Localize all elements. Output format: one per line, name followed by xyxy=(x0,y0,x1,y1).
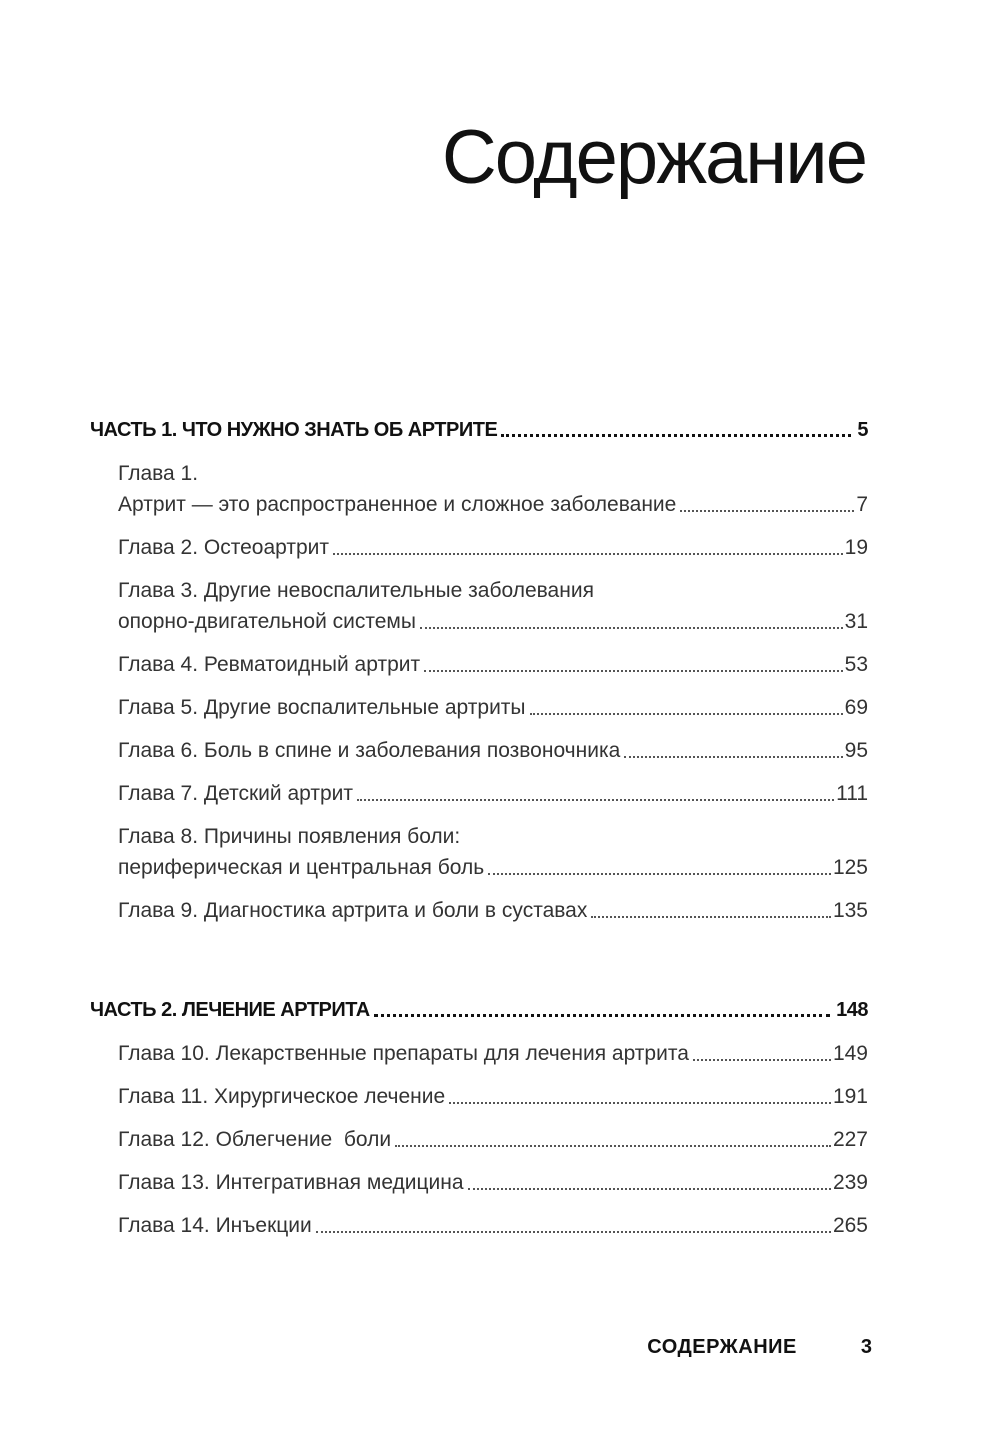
dot-leader xyxy=(530,713,843,715)
chapter-page-number: 227 xyxy=(832,1128,868,1151)
chapter-title: Глава 10. Лекарственные препараты для лечения артрита xyxy=(118,1042,689,1065)
dot-leader xyxy=(316,1231,831,1233)
chapter-heading: Глава 3. Другие невоспалительные заболевания xyxy=(118,579,594,602)
chapter-page-number: 53 xyxy=(844,653,868,676)
chapter-title: Артрит — это распространенное и сложное заболевание xyxy=(118,493,677,516)
chapter-title: Глава 5. Другие воспалительные артриты xyxy=(118,696,526,719)
chapter-title: Глава 6. Боль в спине и заболевания позвоночника xyxy=(118,739,621,762)
chapter-title: Глава 11. Хирургическое лечение xyxy=(118,1085,446,1108)
chapter-title: Глава 7. Детский артрит xyxy=(118,782,354,805)
toc-entry-chapter-2[interactable] xyxy=(118,532,868,563)
chapter-page-number: 265 xyxy=(832,1214,868,1237)
chapter-heading: Глава 8. Причины появления боли: xyxy=(118,825,461,848)
dot-leader xyxy=(591,916,831,918)
page-title: Содержание xyxy=(441,115,866,200)
chapter-page-number: 69 xyxy=(844,696,868,719)
toc-entry-chapter-7[interactable] xyxy=(118,778,868,809)
chapter-heading: Глава 1. xyxy=(118,462,199,485)
dot-leader xyxy=(624,756,842,758)
dot-leader xyxy=(449,1102,831,1104)
chapter-page-number: 125 xyxy=(832,856,868,879)
dot-leader xyxy=(693,1059,831,1061)
dot-leader xyxy=(357,799,834,801)
dot-leader xyxy=(333,553,843,555)
toc-entry-chapter-13[interactable] xyxy=(118,1167,868,1198)
toc-part-2 xyxy=(90,998,868,1241)
chapter-page-number: 135 xyxy=(832,899,868,922)
chapter-page-number: 19 xyxy=(844,536,868,559)
chapter-page-number: 111 xyxy=(836,782,868,805)
part-heading[interactable] xyxy=(90,998,868,1022)
chapter-title: Глава 13. Интегративная медицина xyxy=(118,1171,464,1194)
chapter-page-number: 239 xyxy=(832,1171,868,1194)
chapter-title: Глава 14. Инъекции xyxy=(118,1214,312,1237)
dot-leader xyxy=(420,627,843,629)
chapter-title: Глава 2. Остеоартрит xyxy=(118,536,330,559)
toc-entry-chapter-14[interactable] xyxy=(118,1210,868,1241)
chapter-title: Глава 4. Ревматоидный артрит xyxy=(118,653,421,676)
toc-entry-chapter-3[interactable] xyxy=(118,575,868,637)
part-label: ЧАСТЬ 2. ЛЕЧЕНИЕ АРТРИТА xyxy=(90,999,370,1021)
page-number: 3 xyxy=(860,1336,872,1358)
toc-entry-chapter-12[interactable] xyxy=(118,1124,868,1155)
toc-entry-chapter-11[interactable] xyxy=(118,1081,868,1112)
dot-leader xyxy=(374,1014,830,1017)
toc-entry-chapter-6[interactable] xyxy=(118,735,868,766)
toc-entry-chapter-10[interactable] xyxy=(118,1038,868,1069)
dot-leader xyxy=(468,1188,831,1190)
part-label: ЧАСТЬ 1. ЧТО НУЖНО ЗНАТЬ ОБ АРТРИТЕ xyxy=(90,419,498,441)
chapter-title: опорно-двигательной системы xyxy=(118,610,416,633)
chapter-page-number: 7 xyxy=(856,493,868,516)
toc-entry-chapter-9[interactable] xyxy=(118,895,868,926)
dot-leader xyxy=(395,1145,831,1147)
chapter-page-number: 149 xyxy=(832,1042,868,1065)
chapter-page-number: 191 xyxy=(832,1085,868,1108)
chapter-title: Глава 9. Диагностика артрита и боли в суставах xyxy=(118,899,588,922)
dot-leader xyxy=(488,873,831,875)
toc-entry-chapter-8[interactable] xyxy=(118,821,868,883)
dot-leader xyxy=(501,434,851,437)
chapter-page-number: 95 xyxy=(844,739,868,762)
chapter-page-number: 31 xyxy=(844,610,868,633)
part-page-number: 148 xyxy=(836,999,868,1021)
dot-leader xyxy=(424,670,843,672)
dot-leader xyxy=(680,510,854,512)
chapter-title: периферическая и центральная боль xyxy=(118,856,485,879)
running-footer-title: СОДЕРЖАНИЕ xyxy=(647,1336,797,1358)
toc-part-1 xyxy=(90,418,868,926)
toc-entry-chapter-5[interactable] xyxy=(118,692,868,723)
part-page-number: 5 xyxy=(857,419,868,441)
running-footer xyxy=(647,1336,872,1359)
toc-entry-chapter-1[interactable] xyxy=(118,458,868,520)
toc-entry-chapter-4[interactable] xyxy=(118,649,868,680)
chapter-title: Глава 12. Облегчение боли xyxy=(118,1128,392,1151)
part-heading[interactable] xyxy=(90,418,868,442)
